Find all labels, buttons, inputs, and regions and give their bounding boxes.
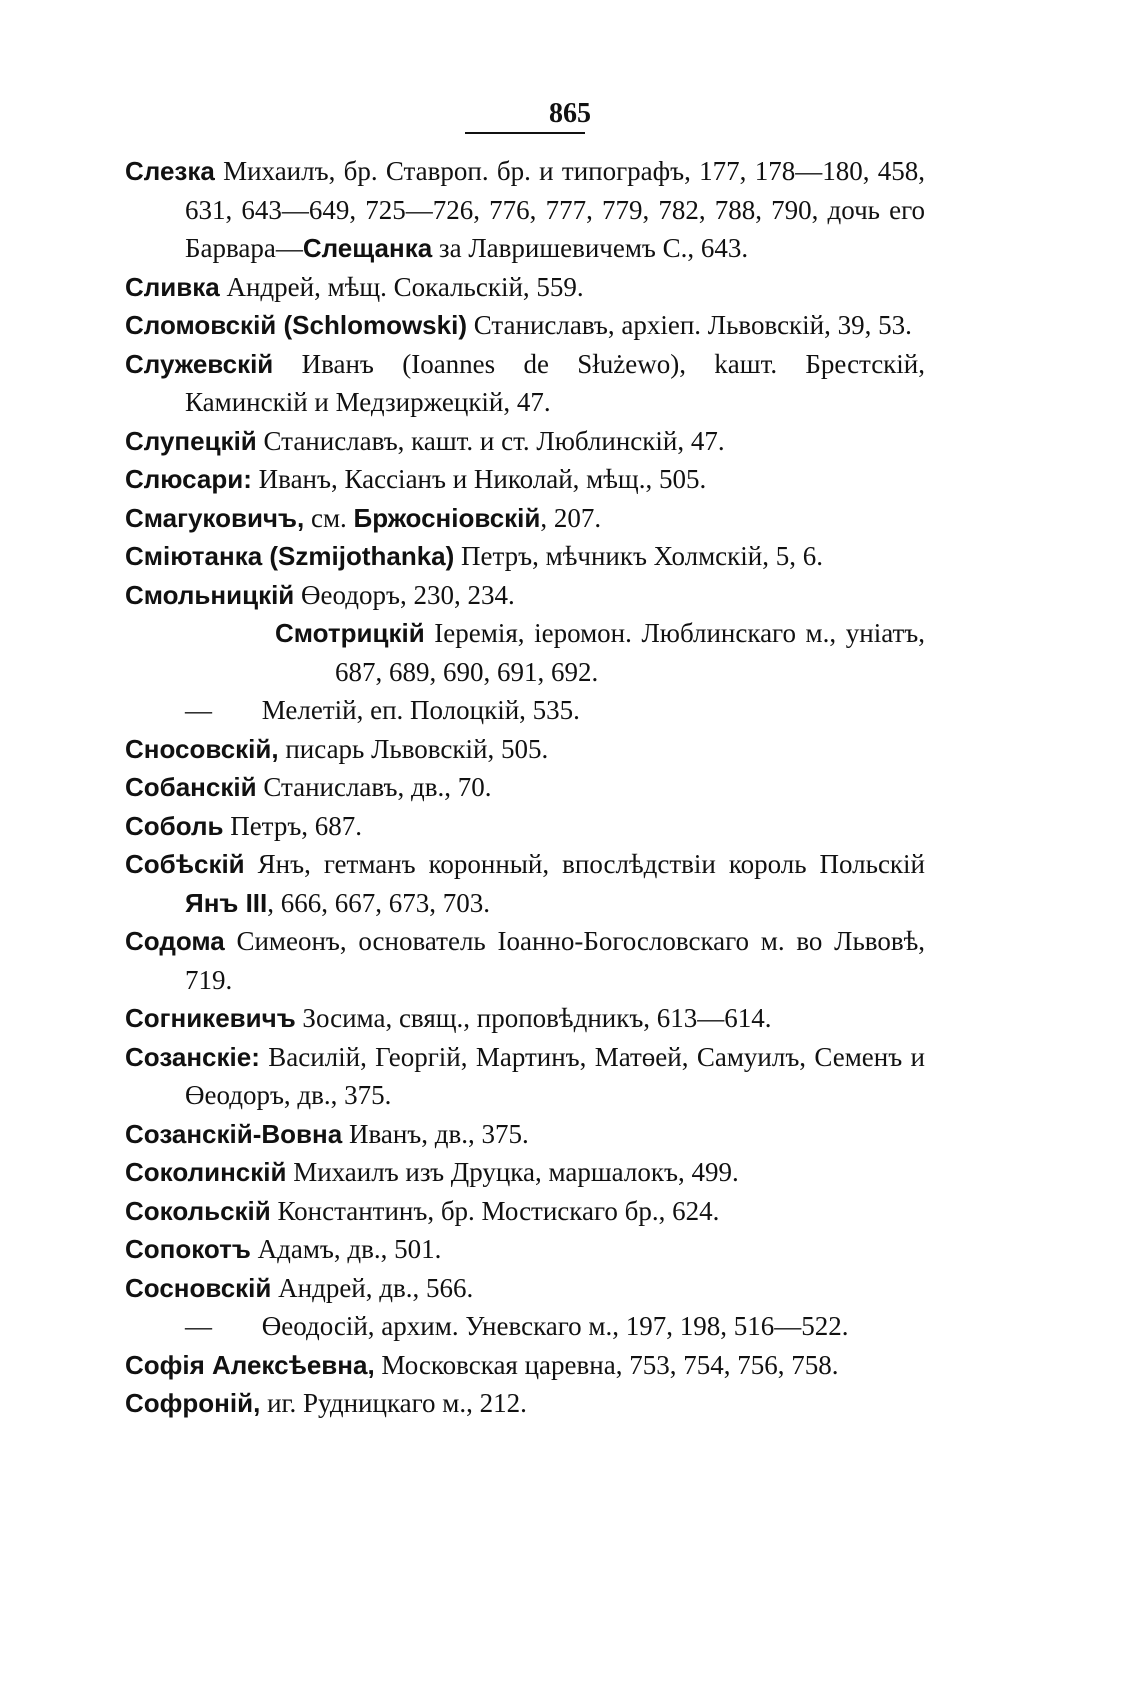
- index-entry: [125, 730, 925, 769]
- entry-text: Михаилъ изъ Друцка, маршалокъ, 499.: [286, 1157, 739, 1187]
- index-entry: [125, 268, 925, 307]
- entry-text-continued: , 666, 667, 673, 703.: [267, 887, 490, 918]
- index-entry: [125, 1230, 925, 1269]
- entry-text: Янъ, гетманъ коронный, впослѣдствіи король Польскій: [244, 849, 925, 879]
- entry-text: Адамъ, дв., 501.: [250, 1234, 442, 1264]
- entry-text-continued: за Лавришевичемъ С., 643.: [432, 233, 749, 263]
- index-entry: [125, 922, 925, 999]
- entry-headword: Содома: [125, 926, 225, 956]
- entry-headword: Софія Алексѣевна,: [125, 1349, 375, 1380]
- index-entry: [125, 1384, 925, 1423]
- entry-text: Андрей, мѣщ. Сокальскій, 559.: [219, 271, 584, 302]
- index-entry: [125, 691, 925, 730]
- entry-text: Станиславъ, архіеп. Львовскій, 39, 53.: [466, 310, 912, 340]
- page-number-rule: [465, 132, 585, 134]
- entry-headword: Смагуковичъ,: [125, 502, 305, 533]
- entry-text: Иванъ, дв., 375.: [342, 1118, 529, 1149]
- entry-text: писарь Львовскій, 505.: [278, 733, 549, 764]
- entry-text-continued: , 207.: [540, 502, 602, 533]
- entry-headword: Сокольскій: [125, 1195, 271, 1226]
- index-entry: [125, 1346, 925, 1385]
- entry-bold-name: Бржосніовскій: [353, 502, 541, 533]
- index-entry: [125, 1269, 925, 1308]
- entry-text: Симеонъ, основатель Іоанно-Богословскаго м. во Львовѣ, 719.: [185, 926, 925, 995]
- entry-headword: Сломовскій (Schlomowski): [125, 310, 467, 340]
- index-entry: [125, 460, 925, 499]
- index-entry: [125, 845, 925, 922]
- entry-headword: Сосновскій: [125, 1272, 272, 1303]
- entry-headword: Созанскій-Вовна: [125, 1118, 343, 1149]
- entry-text: Петръ, мѣчникъ Холмскій, 5, 6.: [454, 541, 823, 571]
- index-entry: [125, 999, 925, 1038]
- entry-headword: Созанскіе:: [125, 1041, 260, 1072]
- index-entry: [125, 306, 925, 345]
- entry-text: см.: [304, 502, 354, 533]
- entry-bold-name: Янъ III: [185, 887, 268, 918]
- index-entry: [125, 1115, 925, 1154]
- entry-headword: Собанскій: [125, 772, 257, 802]
- entry-headword: Сміютанка (Szmijothanka): [125, 541, 455, 571]
- entry-headword: Соколинскій: [125, 1157, 287, 1187]
- entry-text: Михаилъ, бр. Ставроп. бр. и типографъ, 177, 178—180, 458, 631, 643—649, 725—726, 776, 777, 779, 782, 788, 790, дочь его Барвара—: [185, 156, 925, 263]
- entry-text: Василій, Георгій, Мартинъ, Матөей, Самуилъ, Семенъ и Өеодоръ, дв., 375.: [185, 1041, 925, 1110]
- index-entry: [125, 576, 925, 615]
- entry-headword: Смотрицкій: [275, 618, 425, 648]
- entry-text: Іеремія, іеромон. Люблинскаго м., уніатъ, 687, 689, 690, 691, 692.: [335, 618, 925, 687]
- index-entry: [125, 807, 925, 846]
- entry-headword: Сносовскій,: [125, 733, 279, 764]
- entry-headword: Сливка: [125, 271, 220, 302]
- index-entry: [125, 768, 925, 807]
- entry-headword: Софроній,: [125, 1388, 261, 1418]
- entry-text: Мелетій, еп. Полоцкій, 535.: [255, 695, 580, 725]
- entry-text: Константинъ, бр. Мостискаго бр., 624.: [270, 1195, 720, 1226]
- index-entry: [125, 1153, 925, 1192]
- entry-headword: Смольницкій: [125, 579, 295, 610]
- index-entry: [125, 1307, 925, 1346]
- index-entry: [125, 1038, 925, 1115]
- entry-headword: Служевскій: [125, 348, 274, 379]
- entry-headword: Собѣскій: [125, 849, 245, 879]
- page-number: 865: [549, 98, 591, 129]
- entry-text: Өеодоръ, 230, 234.: [294, 579, 515, 610]
- entry-dash: —: [185, 1311, 212, 1341]
- entry-headword: Слезка: [125, 156, 215, 186]
- entry-text: Станиславъ, кашт. и ст. Люблинскій, 47.: [256, 425, 725, 456]
- entry-bold-name: Слещанка: [302, 233, 433, 263]
- entry-text: Петръ, 687.: [223, 810, 363, 841]
- index-entries: [125, 152, 925, 1423]
- entry-text: Станиславъ, дв., 70.: [256, 772, 492, 802]
- entry-text: Иванъ (Ioannes de Służewo), kaшт. Брестскій, Каминскій и Медзиржецкій, 47.: [185, 348, 925, 417]
- index-entry: [125, 499, 925, 538]
- entry-headword: Соболь: [125, 810, 224, 841]
- index-entry: [125, 345, 925, 422]
- entry-headword: Согникевичъ: [125, 1003, 296, 1033]
- entry-text: Московская царевна, 753, 754, 756, 758.: [374, 1349, 839, 1380]
- entry-text: иг. Рудницкаго м., 212.: [260, 1388, 527, 1418]
- entry-headword: Сопокотъ: [125, 1234, 251, 1264]
- index-entry: [125, 614, 925, 691]
- entry-text: Иванъ, Кассіанъ и Николай, мѣщ., 505.: [251, 464, 707, 494]
- entry-text: Андрей, дв., 566.: [271, 1272, 474, 1303]
- index-entry: [125, 1192, 925, 1231]
- entry-text: Зосима, свящ., проповѣдникъ, 613—614.: [295, 1003, 772, 1033]
- index-entry: [125, 537, 925, 576]
- index-entry: [125, 152, 925, 268]
- index-entry: [125, 422, 925, 461]
- entry-headword: Слупецкій: [125, 425, 257, 456]
- entry-text: Өеодосій, архим. Уневскаго м., 197, 198, 516—522.: [255, 1311, 849, 1341]
- entry-headword: Слюсари:: [125, 464, 252, 494]
- entry-dash: —: [185, 695, 212, 725]
